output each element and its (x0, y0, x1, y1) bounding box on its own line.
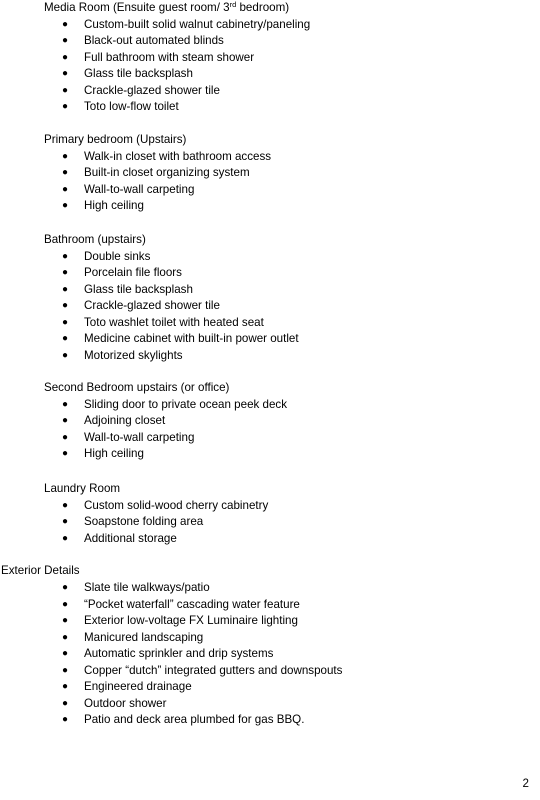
list-item-text: Wall-to-wall carpeting (84, 430, 195, 444)
bullet-icon: ● (62, 664, 69, 676)
bullet-icon: ● (62, 68, 69, 79)
bullet-icon: ● (62, 101, 69, 112)
heading-text: Media Room (Ensuite guest room/ 3 (44, 1, 230, 14)
list-item-text: Patio and deck area plumbed for gas BBQ. (84, 713, 305, 726)
list-item-text: Double sinks (84, 249, 151, 263)
bullet-icon: ● (62, 648, 69, 659)
section-heading-bathroom: Bathroom (upstairs) (44, 233, 146, 246)
list-item-text: Full bathroom with steam shower (84, 50, 255, 64)
list-item-text: Sliding door to private ocean peek deck (84, 397, 288, 411)
list-item-text: Glass tile backsplash (84, 282, 193, 296)
list-item-text: Walk-in closet with bathroom access (84, 149, 272, 163)
bullet-icon: ● (62, 714, 69, 725)
bullet-icon: ● (62, 398, 69, 410)
section-heading-laundry-room: Laundry Room (44, 482, 121, 495)
list-item-text: Soapstone folding area (84, 515, 204, 528)
section-heading-second-bedroom: Second Bedroom upstairs (or office) (44, 381, 230, 394)
list-item-text: Manicured landscaping (84, 630, 204, 644)
section-heading-exterior-details: Exterior Details (1, 564, 80, 577)
bullet-icon: ● (62, 516, 69, 527)
list-item-text: Built-in closet organizing system (84, 166, 250, 179)
page-number: 2 (522, 777, 529, 790)
bullet-icon: ● (62, 283, 69, 295)
bullet-icon: ● (62, 183, 69, 195)
section-heading-media-room (44, 0, 289, 17)
list-item-text: Automatic sprinkler and drip systems (84, 647, 274, 660)
list-item-text: Outdoor shower (84, 696, 167, 710)
bullet-icon: ● (62, 333, 69, 344)
list-item-text: Porcelain file floors (84, 266, 182, 279)
bullet-icon: ● (62, 598, 69, 610)
list-item-text: “Pocket waterfall” cascading water feature (84, 597, 300, 611)
list-item-text: Additional storage (84, 531, 177, 545)
bullet-icon: ● (62, 316, 69, 328)
list-item-text: Crackle-glazed shower tile (84, 83, 220, 97)
bullet-icon: ● (62, 18, 69, 30)
bullet-icon: ● (62, 250, 69, 262)
list-item-text: Wall-to-wall carpeting (84, 182, 195, 196)
bullet-icon: ● (62, 167, 69, 178)
list-item-text: Black-out automated blinds (84, 34, 224, 47)
list-item-text: Crackle-glazed shower tile (84, 299, 220, 312)
bullet-icon: ● (62, 51, 69, 63)
bullet-icon: ● (62, 697, 69, 709)
list-item-text: Glass tile backsplash (84, 67, 193, 80)
heading-superscript: rd (229, 0, 237, 9)
list-item-text: Engineered drainage (84, 680, 192, 693)
bullet-icon: ● (62, 532, 69, 544)
list-item-text: High ceiling (84, 447, 144, 460)
bullet-icon: ● (62, 35, 69, 46)
list-item-text: Adjoining closet (84, 414, 166, 427)
list-item-text: Motorized skylights (84, 348, 183, 362)
list-item-text: Copper “dutch” integrated gutters and downspouts (84, 663, 343, 677)
list-item-text: Medicine cabinet with built-in power outlet (84, 332, 299, 345)
bullet-icon: ● (62, 615, 69, 626)
heading-text-end: bedroom) (236, 1, 290, 14)
list-item-text: Toto washlet toilet with heated seat (84, 315, 264, 329)
bullet-icon: ● (62, 631, 69, 643)
bullet-icon: ● (62, 499, 69, 511)
bullet-icon: ● (62, 448, 69, 459)
bullet-icon: ● (62, 582, 69, 593)
list-item-text: Custom solid-wood cherry cabinetry (84, 498, 269, 512)
bullet-icon: ● (62, 349, 69, 361)
bullet-icon: ● (62, 84, 69, 96)
bullet-icon: ● (62, 681, 69, 692)
list-item-text: High ceiling (84, 199, 144, 212)
section-heading-primary-bedroom: Primary bedroom (Upstairs) (44, 133, 187, 146)
list-item-text: Exterior low-voltage FX Luminaire lighting (84, 614, 298, 627)
bullet-icon: ● (62, 267, 69, 278)
bullet-icon: ● (62, 200, 69, 211)
list-item-text: Slate tile walkways/patio (84, 581, 210, 594)
bullet-icon: ● (62, 300, 69, 311)
bullet-icon: ● (62, 150, 69, 162)
bullet-icon: ● (62, 431, 69, 443)
list-item-text: Toto low-flow toilet (84, 100, 179, 113)
bullet-icon: ● (62, 415, 69, 426)
list-item-text: Custom-built solid walnut cabinetry/paneling (84, 17, 311, 31)
